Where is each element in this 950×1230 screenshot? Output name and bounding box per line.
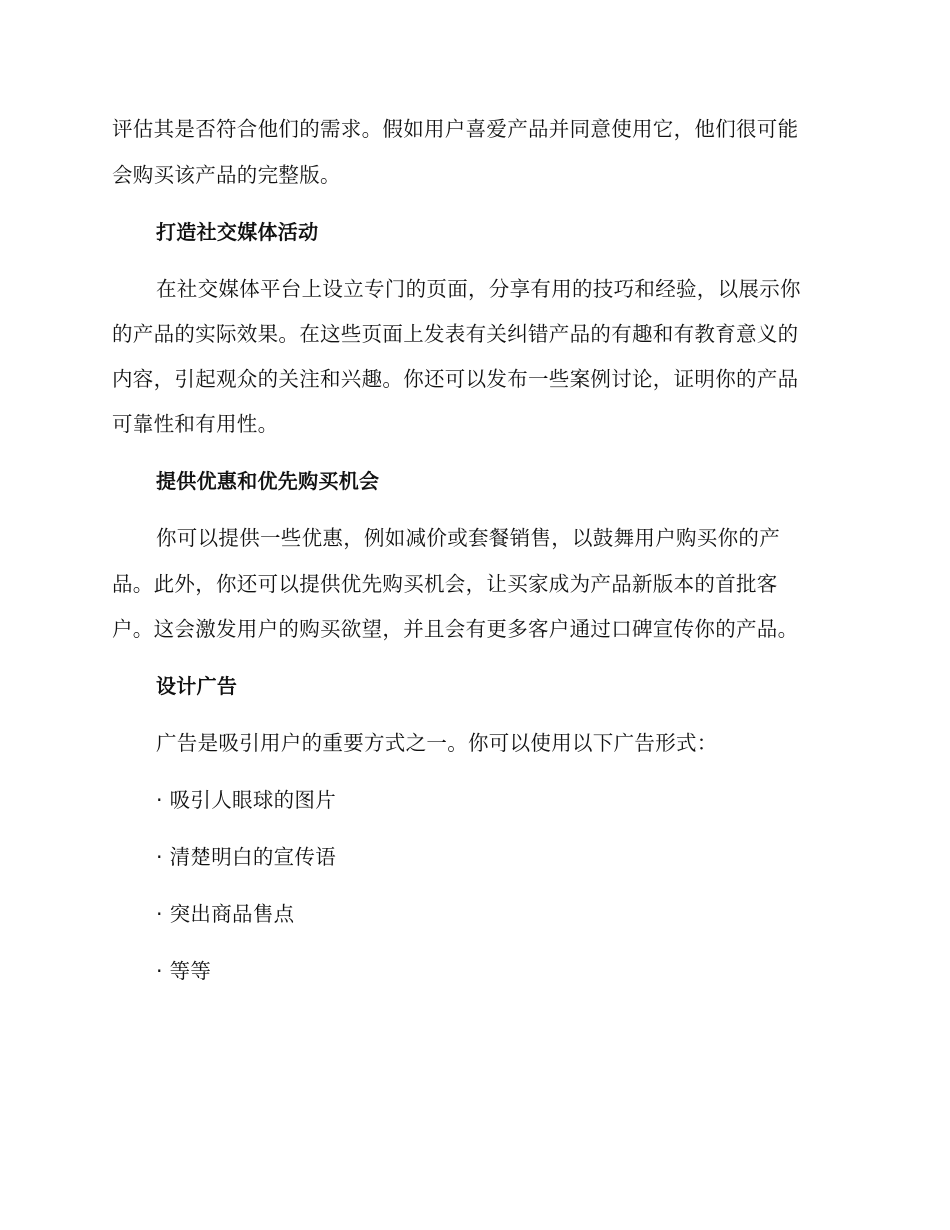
list-item: · 清楚明白的宣传语 (156, 845, 337, 869)
section-heading-offers: 提供优惠和优先购买机会 (156, 469, 380, 493)
list-item: · 突出商品售点 (156, 902, 295, 926)
section-heading-social-media: 打造社交媒体活动 (156, 220, 319, 244)
paragraph-line: 评估其是否符合他们的需求。假如用户喜爱产品并同意使用它，他们很可能 (112, 117, 799, 141)
paragraph-line: 在社交媒体平台上设立专门的页面，分享有用的技巧和经验，以展示你 (156, 277, 801, 301)
paragraph-line: 你可以提供一些优惠，例如减价或套餐销售，以鼓舞用户购买你的产 (156, 526, 780, 550)
list-item: · 吸引人眼球的图片 (156, 788, 337, 812)
paragraph-line: 广告是吸引用户的重要方式之一。你可以使用以下广告形式： (156, 731, 718, 755)
paragraph-line: 内容，引起观众的关注和兴趣。你还可以发布一些案例讨论，证明你的产品 (112, 367, 799, 391)
section-heading-ads: 设计广告 (156, 674, 238, 698)
list-item: · 等等 (156, 959, 212, 983)
paragraph-line: 的产品的实际效果。在这些页面上发表有关纠错产品的有趣和有教育意义的 (112, 322, 799, 346)
paragraph-line: 会购买该产品的完整版。 (112, 163, 341, 187)
paragraph-line: 户。这会激发用户的购买欲望，并且会有更多客户通过口碑宣传你的产品。 (112, 617, 799, 641)
paragraph-line: 可靠性和有用性。 (112, 412, 279, 436)
paragraph-line: 品。此外，你还可以提供优先购买机会，让买家成为产品新版本的首批客 (112, 572, 778, 596)
